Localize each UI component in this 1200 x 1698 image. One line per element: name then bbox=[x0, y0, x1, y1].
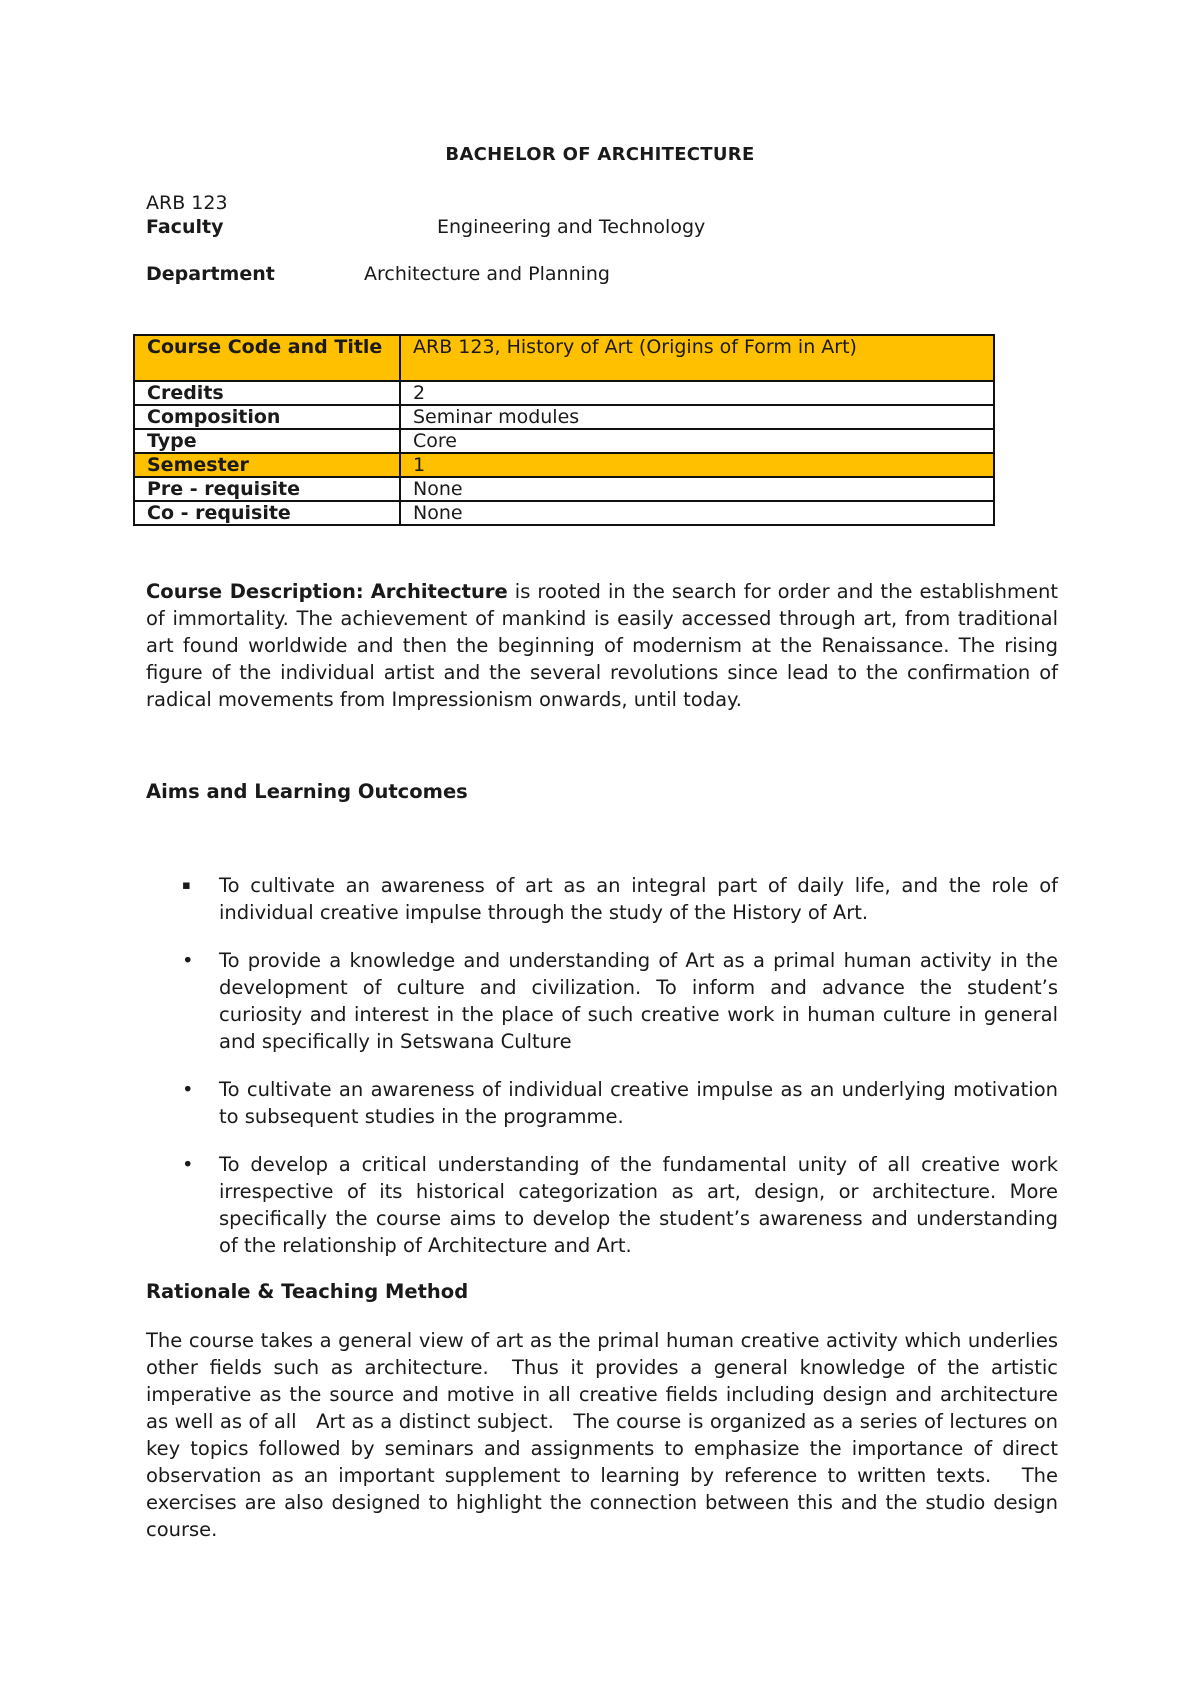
course-description-lead: Architecture bbox=[370, 580, 508, 603]
row-label: Semester bbox=[134, 453, 400, 477]
row-label: Co - requisite bbox=[134, 501, 400, 525]
table-row bbox=[134, 501, 994, 525]
list-item-text: To cultivate an awareness of individual creative impulse as an underlying motivation to subsequent studies in the programme. bbox=[219, 1078, 1058, 1128]
row-label: Composition bbox=[134, 405, 400, 429]
list-item bbox=[146, 1151, 1058, 1259]
rationale-text: The course takes a general view of art as the primal human creative activity which underlies other fields such as architecture. Thus it provides a general knowledge of the artistic imperative as the source and motive in all creative fields including design and architecture as well as of all Art as a distinct subject. The course is organized as a series of lectures on key topics followed by seminars and assignments to emphasize the importance of direct observation as an important supplement to learning by reference to written texts. The exercises are also designed to highlight the connection between this and the studio design course. bbox=[146, 1329, 1065, 1541]
course-description bbox=[146, 578, 1058, 713]
bullet-icon: • bbox=[182, 1153, 194, 1176]
table-row bbox=[134, 335, 994, 381]
list-item-text: To cultivate an awareness of art as an integral part of daily life, and the role of individual creative impulse through the study of the History of Art. bbox=[219, 874, 1058, 924]
course-info-table bbox=[133, 334, 995, 526]
row-value: None bbox=[400, 501, 994, 525]
table-row bbox=[134, 405, 994, 429]
list-item bbox=[146, 1076, 1058, 1130]
bullet-icon: • bbox=[182, 949, 194, 972]
row-value: Seminar modules bbox=[400, 405, 994, 429]
page-title: BACHELOR OF ARCHITECTURE bbox=[445, 144, 755, 165]
row-label: Course Code and Title bbox=[134, 335, 400, 381]
department-label: Department bbox=[146, 263, 275, 285]
table-row bbox=[134, 381, 994, 405]
faculty-value: Engineering and Technology bbox=[437, 216, 706, 238]
row-value: None bbox=[400, 477, 994, 501]
list-item bbox=[146, 872, 1058, 926]
row-label: Credits bbox=[134, 381, 400, 405]
rationale-heading: Rationale & Teaching Method bbox=[146, 1280, 469, 1303]
department-value: Architecture and Planning bbox=[364, 263, 610, 285]
course-description-label: Course Description: bbox=[146, 580, 364, 603]
aims-list bbox=[146, 872, 1058, 1259]
row-label: Type bbox=[134, 429, 400, 453]
list-item-text: To develop a critical understanding of the fundamental unity of all creative work irrespective of its historical categorization as art, design, or architecture. More specifically the course aims to develop the student’s awareness and understanding of the relationship of Architecture and Art. bbox=[219, 1153, 1058, 1257]
table-row bbox=[134, 429, 994, 453]
table-row bbox=[134, 477, 994, 501]
row-value: ARB 123, History of Art (Origins of Form in Art) bbox=[400, 335, 994, 381]
list-item bbox=[146, 947, 1058, 1055]
square-bullet-icon: ▪ bbox=[182, 878, 191, 893]
course-description-text: is rooted in the search for order and the establishment of immortality. The achievement of mankind is easily accessed through art, from traditional art found worldwide and then the beginning of modernism at the Renaissance. The rising figure of the individual artist and the several revolutions since lead to the confirmation of radical movements from Impressionism onwards, until today. bbox=[146, 580, 1058, 711]
aims-heading: Aims and Learning Outcomes bbox=[146, 780, 468, 803]
row-value: Core bbox=[400, 429, 994, 453]
row-value: 1 bbox=[400, 453, 994, 477]
row-label: Pre - requisite bbox=[134, 477, 400, 501]
bullet-icon: • bbox=[182, 1078, 194, 1101]
faculty-label: Faculty bbox=[146, 216, 224, 238]
list-item-text: To provide a knowledge and understanding of Art as a primal human activity in the development of culture and civilization. To inform and advance the student’s curiosity and interest in the place of such creative work in human culture in general and specifically in Setswana Culture bbox=[219, 949, 1058, 1053]
row-value: 2 bbox=[400, 381, 994, 405]
course-code-line: ARB 123 bbox=[146, 192, 228, 214]
table-row bbox=[134, 453, 994, 477]
